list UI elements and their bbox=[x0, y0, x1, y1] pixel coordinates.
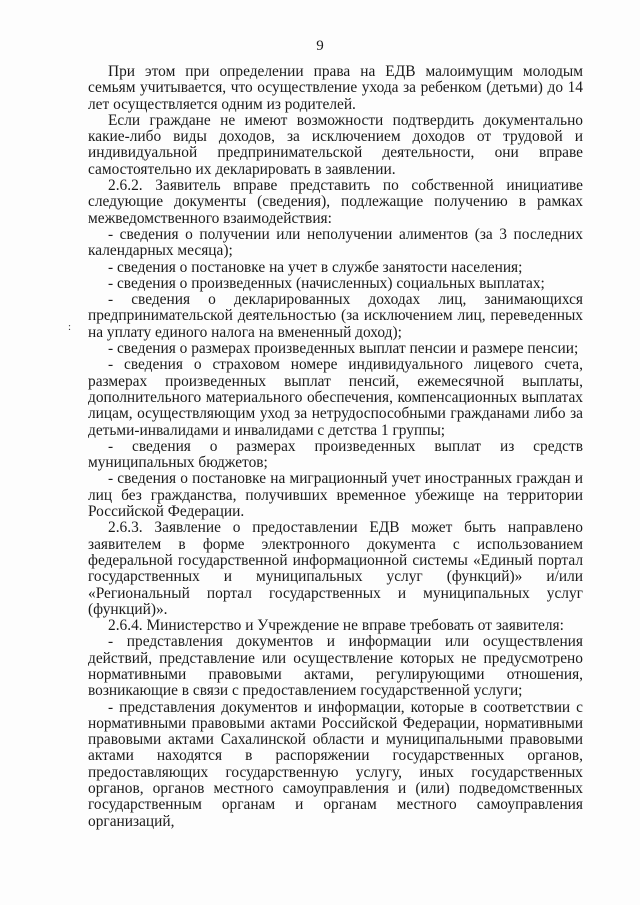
list-item: - сведения о декларированных доходах лиц, занимающихся предпринимательской деятельностью (за исключением лиц, переведенных на уплату единого налога на вмененный доход); bbox=[88, 291, 583, 341]
paragraph: При этом при определении права на ЕДВ малоимущим молодым семьям учитывается, что осуществление ухода за ребенком (детьми) до 14 лет осуществляется одним из родителей. bbox=[88, 63, 583, 113]
list-item: - сведения о размерах произведенных выплат пенсии и размере пенсии; bbox=[108, 340, 579, 358]
list-item: - представления документов и информации, которые в соответствии с нормативными правовыми актами Российской Федерации, нормативными правовыми актами Сахалинской области и муниципальными правовыми актами находятся в распоряжении государственных органов, предоставляющих государственную услугу, иных государственных органов, органов местного самоуправления и (или) подведомственных государственным органам и органам местного самоуправления организаций, bbox=[88, 698, 583, 830]
list-item: - сведения о страховом номере индивидуального лицевого счета, размерах произведенных выплат пенсий, ежемесячной выплаты, дополнительного материального обеспечения, компенсационных выплатах лицам, осуществляющим уход за нетрудоспособными гражданами либо за детьми-инвалидами и инвалидами с детства 1 группы; bbox=[88, 356, 583, 439]
page-number: 9 bbox=[316, 38, 324, 54]
paragraph: 2.6.3. Заявление о предоставлении ЕДВ может быть направлено заявителем в форме электронного документа с использованием федеральной государственной информационной системы «Единый портал государственных и муниципальных услуг (функций)» и/или «Региональный портал государственных и муниципальных услуг (функций)». bbox=[88, 519, 583, 618]
list-item: - сведения о постановке на миграционный учет иностранных граждан и лиц без гражданства, получивших временное убежище на территории Российской Федерации. bbox=[88, 470, 583, 521]
margin-mark: : bbox=[68, 321, 72, 333]
paragraph: Если граждане не имеют возможности подтвердить документально какие-либо виды доходов, за исключением доходов от трудовой и индивидуальной предпринимательской деятельности, они вправе самостоятельно их декларировать в заявлении. bbox=[88, 111, 583, 178]
list-item: - представления документов и информации или осуществления действий, представление или осуществление которых не предусмотрено нормативными правовыми актами, регулирующими отношения, возникающие в связи с предоставлением государственной услуги; bbox=[88, 633, 583, 700]
document-body bbox=[88, 64, 583, 830]
list-item: - сведения о размерах произведенных выплат из средств муниципальных бюджетов; bbox=[88, 437, 583, 472]
paragraph: 2.6.2. Заявитель вправе представить по собственной инициативе следующие документы (сведения), подлежащие получению в рамках межведомственного взаимодействия: bbox=[88, 177, 583, 227]
list-item: - сведения о получении или неполучении алиментов (за 3 последних календарных месяца); bbox=[88, 225, 583, 260]
paragraph: 2.6.4. Министерство и Учреждение не вправе требовать от заявителя: bbox=[108, 617, 564, 635]
list-item: - сведения о произведенных (начисленных) социальных выплатах; bbox=[108, 274, 545, 292]
list-item: - сведения о постановке на учет в службе занятости населения; bbox=[108, 258, 523, 276]
